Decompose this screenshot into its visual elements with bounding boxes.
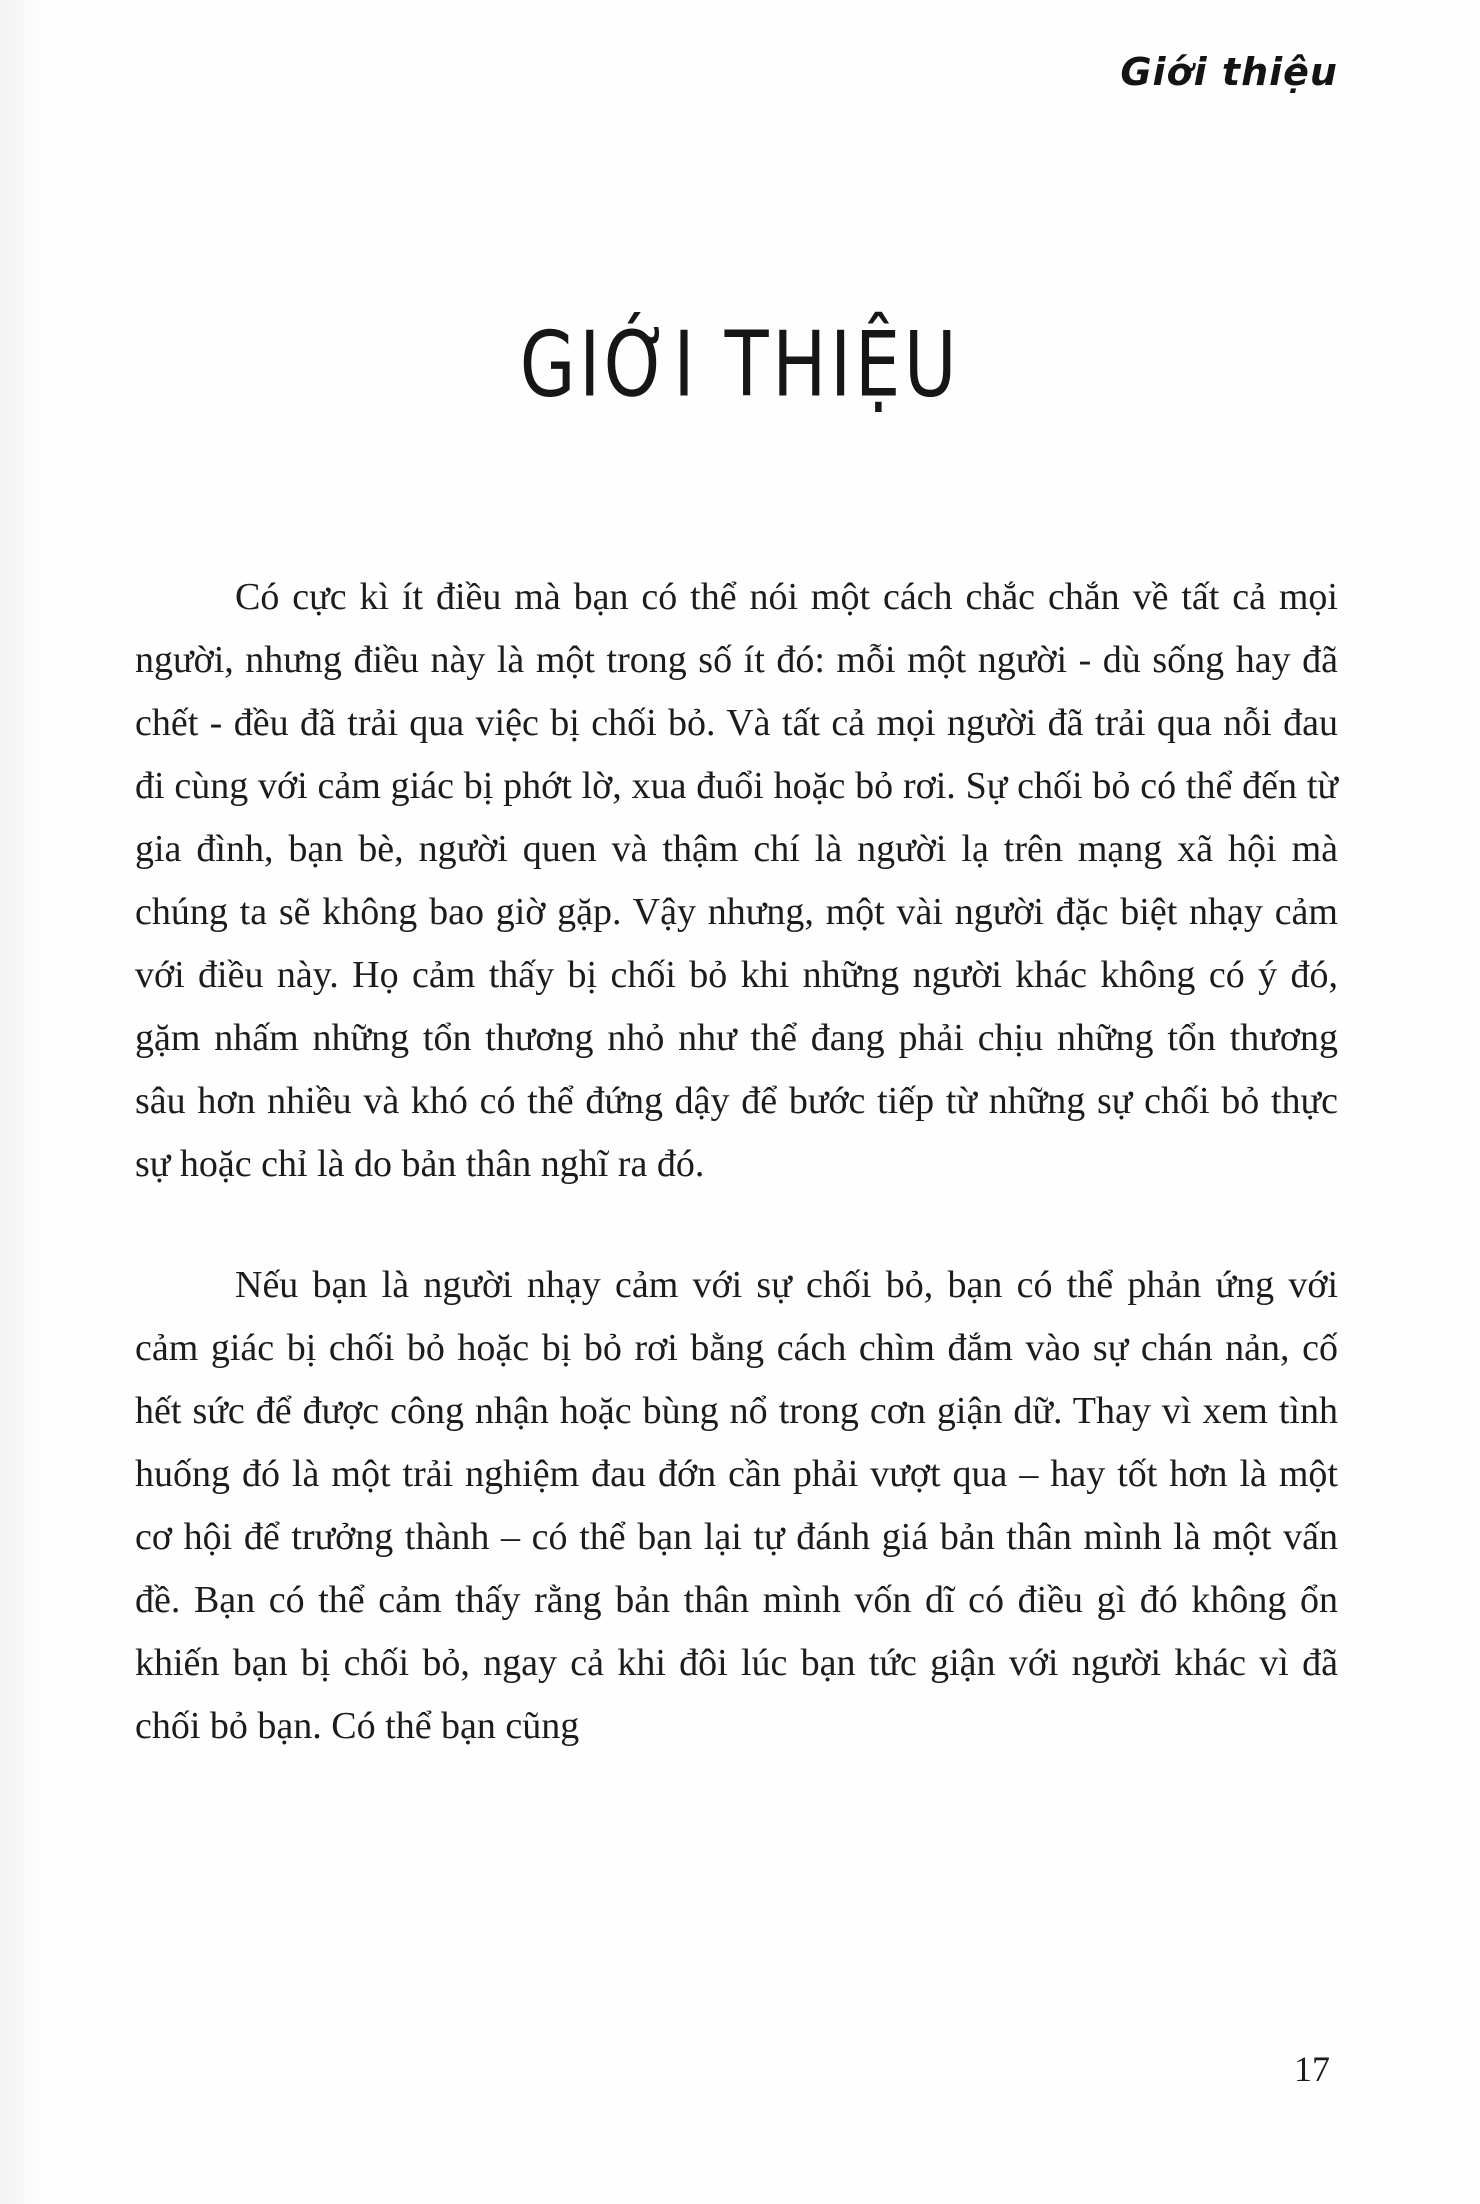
body-paragraph: Có cực kì ít điều mà bạn có thể nói một cách chắc chắn về tất cả mọi người, nhưng điều này là một trong số ít đó: mỗi một người - dù sống hay đã chết - đều đã trải qua việc bị chối bỏ. Và tất cả mọi người đã trải qua nỗi đau đi cùng với cảm giác bị phớt lờ, xua đuổi hoặc bỏ rơi. Sự chối bỏ có thể đến từ gia đình, bạn bè, người quen và thậm chí là người lạ trên mạng xã hội mà chúng ta sẽ không bao giờ gặp. Vậy nhưng, một vài người đặc biệt nhạy cảm với điều này. Họ cảm thấy bị chối bỏ khi những người khác không có ý đó, gặm nhấm những tổn thương nhỏ như thể đang phải chịu những tổn thương sâu hơn nhiều và khó có thể đứng dậy để bước tiếp từ những sự chối bỏ thực sự hoặc chỉ là do bản thân nghĩ ra đó. (135, 576, 1338, 1185)
body-text (135, 566, 1338, 1758)
body-paragraph: Nếu bạn là người nhạy cảm với sự chối bỏ, bạn có thể phản ứng với cảm giác bị chối bỏ hoặc bị bỏ rơi bằng cách chìm đắm vào sự chán nản, cố hết sức để được công nhận hoặc bùng nổ trong cơn giận dữ. Thay vì xem tình huống đó là một trải nghiệm đau đớn cần phải vượt qua – hay tốt hơn là một cơ hội để trưởng thành – có thể bạn lại tự đánh giá bản thân mình là một vấn đề. Bạn có thể cảm thấy rằng bản thân mình vốn dĩ có điều gì đó không ổn khiến bạn bị chối bỏ, ngay cả khi đôi lúc bạn tức giận với người khác vì đã chối bỏ bạn. Có thể bạn cũng (135, 1264, 1338, 1747)
chapter-title: GIỚI THIỆU (519, 312, 961, 417)
page-number: 17 (1294, 2049, 1330, 2089)
running-header: Giới thiệu (1120, 50, 1338, 94)
